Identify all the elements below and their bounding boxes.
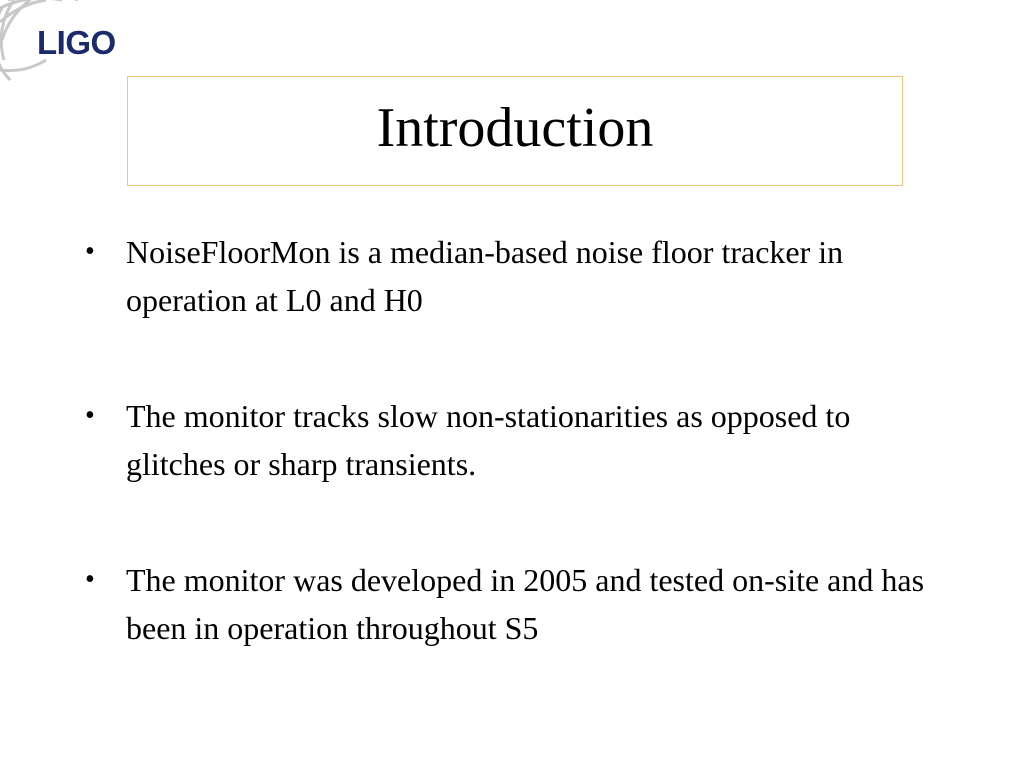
bullet-text: The monitor tracks slow non-stationarities as opposed to glitches or sharp transients. — [126, 398, 851, 482]
bullet-text: NoiseFloorMon is a median-based noise floor tracker in operation at L0 and H0 — [126, 234, 844, 318]
bullet-text: The monitor was developed in 2005 and tested on-site and has been in operation throughout S5 — [126, 562, 925, 646]
bullet-icon: • — [85, 236, 95, 267]
title-box — [127, 76, 903, 186]
logo-text: LIGO — [37, 24, 116, 61]
bullet-icon: • — [85, 564, 95, 595]
bullet-item — [85, 228, 945, 324]
bullet-list — [85, 228, 945, 652]
ligo-logo — [0, 0, 130, 90]
slide-title: Introduction — [376, 97, 654, 159]
bullet-item — [85, 556, 945, 652]
bullet-item — [85, 392, 945, 488]
bullet-icon: • — [85, 400, 95, 431]
